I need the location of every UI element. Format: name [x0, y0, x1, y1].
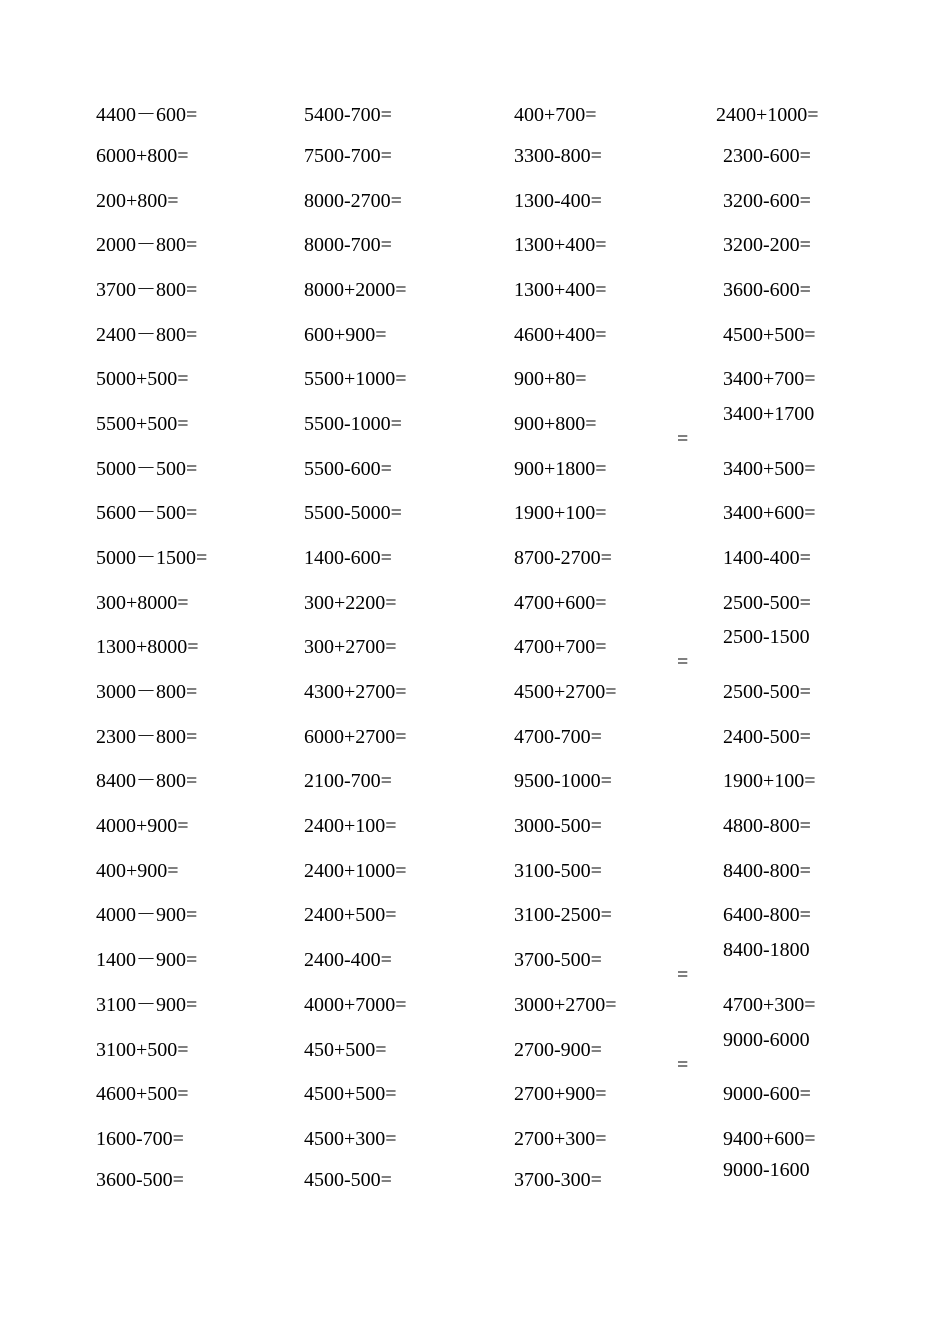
math-problem: 3000－800= [96, 681, 198, 703]
math-problem: 3100-500= [514, 860, 602, 882]
math-problem: 3200-200= [723, 234, 811, 256]
math-problem: 5500-600= [304, 458, 392, 480]
math-problem: 3300-800= [514, 145, 602, 167]
math-problem: 2700+300= [514, 1128, 607, 1150]
math-problem: 300+2700= [304, 636, 397, 658]
problem-row [0, 278, 950, 308]
math-problem: 6000+2700= [304, 726, 407, 748]
math-problem: 5500+500= [96, 413, 189, 435]
problem-row [0, 993, 950, 1023]
math-problem: 2400-500= [723, 726, 811, 748]
math-problem: 3700-300= [514, 1169, 602, 1191]
math-problem: 3400+700= [723, 368, 816, 390]
math-problem: 900+800= [514, 413, 597, 435]
math-problem: 300+8000= [96, 592, 189, 614]
math-problem: 2700-900= [514, 1039, 602, 1061]
problem-row [0, 1159, 950, 1198]
math-problem: 200+800= [96, 190, 179, 212]
problem-row [0, 769, 950, 799]
math-problem: 3000+2700= [514, 994, 617, 1016]
math-problem: 3000-500= [514, 815, 602, 837]
math-problem: 3400+500= [723, 458, 816, 480]
math-problem: 5600－500= [96, 502, 198, 524]
problem-row [0, 725, 950, 755]
math-problem: 4300+2700= [304, 681, 407, 703]
math-problem: 4600+500= [96, 1083, 189, 1105]
math-problem: 4700-700= [514, 726, 602, 748]
math-problem: 9000-6000 [723, 1029, 810, 1051]
math-problem: 450+500= [304, 1039, 387, 1061]
problem-row [0, 903, 950, 933]
math-problem: 3100+500= [96, 1039, 189, 1061]
problem-row [0, 680, 950, 710]
math-problem: 6000+800= [96, 145, 189, 167]
math-problem: 1600-700= [96, 1128, 184, 1150]
problem-row [0, 103, 950, 133]
math-problem: 1300+400= [514, 279, 607, 301]
math-problem: 7500-700= [304, 145, 392, 167]
problem-row [0, 189, 950, 219]
math-problem: 2300－800= [96, 726, 198, 748]
wrapped-equals-sign: = [677, 428, 689, 450]
math-problem: 4000－900= [96, 904, 198, 926]
math-problem: 4700+300= [723, 994, 816, 1016]
math-problem: 3400+600= [723, 502, 816, 524]
math-problem: 2300-600= [723, 145, 811, 167]
math-problem: 4400－600= [96, 104, 198, 126]
problem-row [0, 367, 950, 397]
problem-row [0, 859, 950, 889]
problem-row [0, 626, 950, 673]
math-problem: 3600-600= [723, 279, 811, 301]
problem-row [0, 144, 950, 174]
math-problem: 8000+2000= [304, 279, 407, 301]
math-problem: 9000-600= [723, 1083, 811, 1105]
math-problem: 9000-1600 [723, 1159, 810, 1181]
problem-row [0, 1082, 950, 1112]
problem-row [0, 1127, 950, 1157]
wrapped-equals-sign: = [677, 964, 689, 986]
math-problem: 3100－900= [96, 994, 198, 1016]
problem-row [0, 323, 950, 353]
math-problem: 5000+500= [96, 368, 189, 390]
math-problem: 3700-500= [514, 949, 602, 971]
math-problem: 5500-1000= [304, 413, 402, 435]
problem-row [0, 591, 950, 621]
problem-row [0, 457, 950, 487]
math-problem: 1400-400= [723, 547, 811, 569]
math-problem: 2400－800= [96, 324, 198, 346]
math-problem: 2700+900= [514, 1083, 607, 1105]
math-problem: 9400+600= [723, 1128, 816, 1150]
math-problem: 2500-500= [723, 592, 811, 614]
math-problem: 1300-400= [514, 190, 602, 212]
math-problem: 4500-500= [304, 1169, 392, 1191]
math-problem: 1400－900= [96, 949, 198, 971]
problem-row [0, 233, 950, 263]
math-problem: 3200-600= [723, 190, 811, 212]
math-problem: 4700+700= [514, 636, 607, 658]
math-problem: 4500+500= [304, 1083, 397, 1105]
math-problem: 5000－1500= [96, 547, 208, 569]
math-problem: 2400+1000= [716, 104, 819, 126]
math-problem: 4700+600= [514, 592, 607, 614]
wrapped-equals-sign: = [677, 651, 689, 673]
math-problem: 2500-1500 [723, 626, 810, 648]
math-problem: 4500+500= [723, 324, 816, 346]
math-problem: 4500+300= [304, 1128, 397, 1150]
math-problem: 5500+1000= [304, 368, 407, 390]
math-problem: 3100-2500= [514, 904, 612, 926]
math-problem: 5500-5000= [304, 502, 402, 524]
math-problem: 6400-800= [723, 904, 811, 926]
math-problem: 1300+400= [514, 234, 607, 256]
math-problem: 900+1800= [514, 458, 607, 480]
math-problem: 8700-2700= [514, 547, 612, 569]
math-problem: 8000-700= [304, 234, 392, 256]
math-problem: 4800-800= [723, 815, 811, 837]
math-problem: 3700－800= [96, 279, 198, 301]
math-problem: 3600-500= [96, 1169, 184, 1191]
math-problem: 400+700= [514, 104, 597, 126]
math-problem: 5000－500= [96, 458, 198, 480]
math-problem: 300+2200= [304, 592, 397, 614]
math-problem: 3400+1700 [723, 403, 815, 425]
problem-row [0, 546, 950, 576]
math-problem: 4000+7000= [304, 994, 407, 1016]
math-problem: 1300+8000= [96, 636, 199, 658]
math-problem: 5400-700= [304, 104, 392, 126]
problem-row [0, 1029, 950, 1076]
math-problem: 2400+500= [304, 904, 397, 926]
math-problem: 2000－800= [96, 234, 198, 256]
math-problem: 600+900= [304, 324, 387, 346]
problem-row [0, 814, 950, 844]
math-problem: 4500+2700= [514, 681, 617, 703]
math-problem: 8000-2700= [304, 190, 402, 212]
math-problem: 2400+1000= [304, 860, 407, 882]
math-problem: 2400+100= [304, 815, 397, 837]
math-problem: 1400-600= [304, 547, 392, 569]
problem-row [0, 939, 950, 986]
math-problem: 4600+400= [514, 324, 607, 346]
math-problem: 1900+100= [723, 770, 816, 792]
math-problem: 8400－800= [96, 770, 198, 792]
math-problem: 400+900= [96, 860, 179, 882]
math-problem: 2400-400= [304, 949, 392, 971]
math-problem: 2100-700= [304, 770, 392, 792]
math-problem: 4000+900= [96, 815, 189, 837]
math-problem: 9500-1000= [514, 770, 612, 792]
problem-row [0, 403, 950, 450]
math-problem: 2500-500= [723, 681, 811, 703]
math-problem: 8400-1800 [723, 939, 810, 961]
problem-row [0, 501, 950, 531]
math-problem: 8400-800= [723, 860, 811, 882]
wrapped-equals-sign: = [677, 1054, 689, 1076]
math-problem: 1900+100= [514, 502, 607, 524]
math-problem: 900+80= [514, 368, 587, 390]
